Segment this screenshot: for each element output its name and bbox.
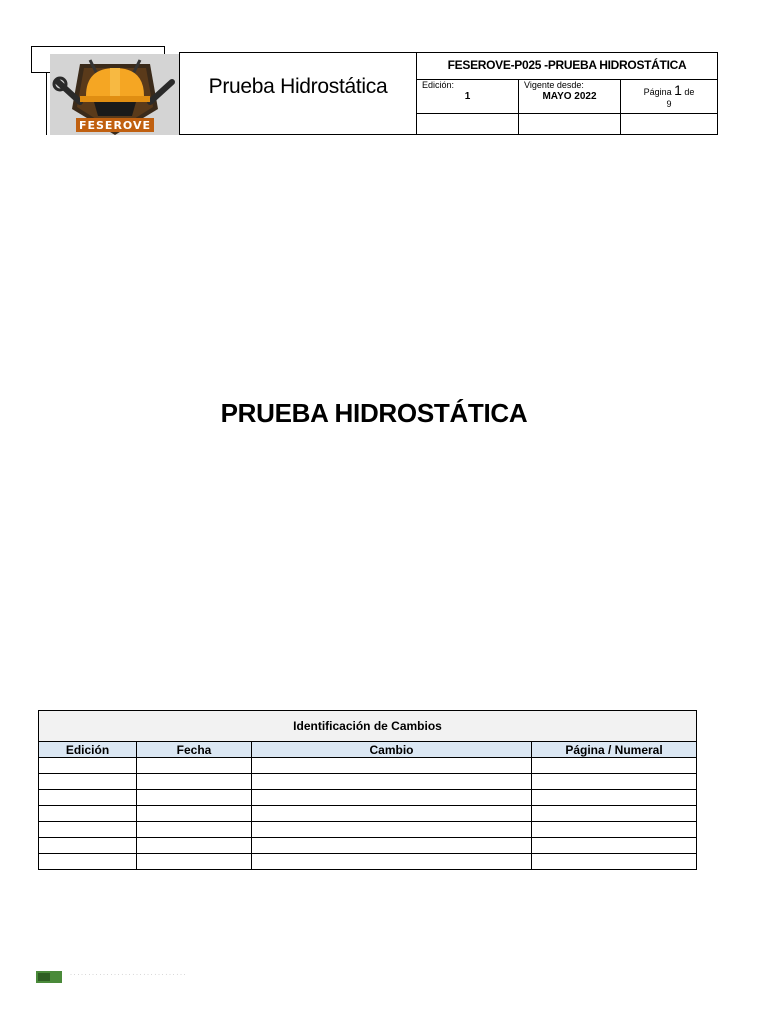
header-title: Prueba Hidrostática (208, 75, 388, 98)
blank-cell-1 (416, 113, 519, 135)
table-cell (137, 758, 252, 774)
table-cell (532, 838, 697, 854)
table-cell (532, 790, 697, 806)
table-row (39, 758, 697, 774)
table-row (39, 854, 697, 870)
valid-label: Vigente desde: (524, 80, 584, 90)
table-cell (39, 854, 137, 870)
table-cell (137, 854, 252, 870)
footer-logo-icon (36, 971, 62, 983)
svg-text:FESEROVE: FESEROVE (78, 119, 152, 132)
table-cell (137, 774, 252, 790)
table-cell (39, 774, 137, 790)
col-header-page: Página / Numeral (532, 742, 697, 758)
table-cell (532, 774, 697, 790)
table-cell (39, 758, 137, 774)
helmet-logo-icon (50, 54, 180, 135)
col-header-change: Cambio (252, 742, 532, 758)
table-row (39, 838, 697, 854)
table-cell (39, 838, 137, 854)
changes-caption: Identificación de Cambios (39, 711, 697, 742)
edition-label: Edición: (422, 80, 455, 90)
logo-frame-line (46, 73, 47, 135)
changes-table (38, 710, 697, 870)
table-cell (532, 806, 697, 822)
blank-cell-2 (518, 113, 621, 135)
valid-value: MAYO 2022 (542, 91, 597, 102)
table-cell (252, 758, 532, 774)
table-cell (252, 822, 532, 838)
table-row (39, 806, 697, 822)
doc-code: FESEROVE-P025 -PRUEBA HIDROSTÁTICA (447, 58, 687, 72)
table-cell (39, 790, 137, 806)
table-row (39, 822, 697, 838)
main-title: PRUEBA HIDROSTÁTICA (220, 398, 528, 428)
page-total: 9 (666, 99, 672, 109)
table-cell (252, 806, 532, 822)
table-cell (252, 838, 532, 854)
table-cell (39, 806, 137, 822)
table-cell (532, 854, 697, 870)
edition-value: 1 (464, 91, 471, 102)
col-header-date: Fecha (137, 742, 252, 758)
col-header-edition: Edición (39, 742, 137, 758)
page-indicator (620, 84, 718, 110)
company-logo (50, 54, 180, 135)
page-number: 1 (674, 82, 682, 98)
table-cell (252, 854, 532, 870)
table-cell (39, 822, 137, 838)
table-cell (252, 790, 532, 806)
table-cell (137, 838, 252, 854)
blank-cell-3 (620, 113, 718, 135)
table-row (39, 790, 697, 806)
footer-text: · · · · · · · · · · · · · · · · · · · · · · · · · · · · · · · · (70, 972, 186, 978)
table-row (39, 774, 697, 790)
table-cell (532, 758, 697, 774)
table-cell (137, 790, 252, 806)
table-cell (252, 774, 532, 790)
table-cell (137, 806, 252, 822)
page-label: Página (643, 87, 672, 97)
table-cell (532, 822, 697, 838)
page-of: de (684, 87, 695, 97)
table-cell (137, 822, 252, 838)
